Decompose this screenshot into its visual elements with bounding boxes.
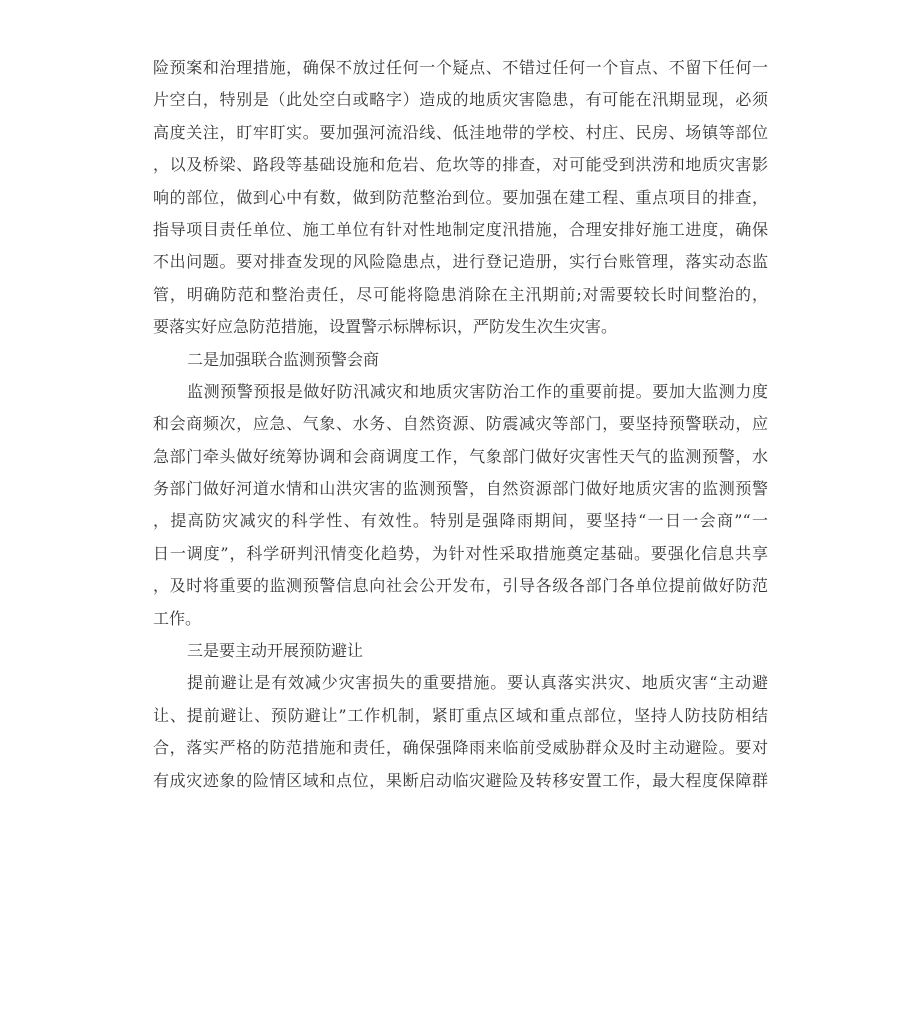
section-heading-2: [153, 344, 768, 376]
body-line: 工作。: [153, 608, 202, 628]
body-line: 高度关注，盯牢盯实。要加强河流沿线、低洼地带的学校、村庄、民房、场镇等部位: [153, 122, 768, 142]
body-line: 不出问题。要对排查发现的风险隐患点，进行登记造册，实行台账管理，落实动态监: [153, 252, 768, 272]
body-line: ，及时将重要的监测预警信息向社会公开发布，引导各级各部门各单位提前做好防范: [153, 576, 768, 596]
body-line: 响的部位，做到心中有数，做到防范整治到位。要加强在建工程、重点项目的排查，: [153, 187, 768, 207]
body-line: 要落实好应急防范措施，设置警示标牌标识，严防发生次生灾害。: [153, 317, 618, 337]
paragraph-2: [153, 376, 768, 635]
body-line: 险预案和治理措施，确保不放过任何一个疑点、不错过任何一个盲点、不留下任何一: [153, 58, 768, 77]
body-line: 让、提前避让、预防避让”工作机制，紧盯重点区域和重点部位，坚持人防技防相结: [153, 705, 768, 725]
paragraph-3: [153, 667, 768, 797]
body-line: 合，落实严格的防范措施和责任，确保强降雨来临前受威胁群众及时主动避险。要对: [153, 738, 768, 758]
body-line: 急部门牵头做好统筹协调和会商调度工作，气象部门做好灾害性天气的监测预警，水: [153, 446, 768, 466]
body-line: 提前避让是有效减少灾害损失的重要措施。要认真落实洪灾、地质灾害“主动避: [187, 673, 768, 693]
body-line: 日一调度”，科学研判汛情变化趋势，为针对性采取措施奠定基础。要强化信息共享: [153, 543, 768, 563]
document-page: [153, 52, 768, 797]
paragraph-1: [153, 52, 768, 344]
body-line: ，提高防灾减灾的科学性、有效性。特别是强降雨期间，要坚持“一日一会商”“一: [153, 511, 768, 531]
heading-text: 三是要主动开展预防避让: [187, 641, 364, 661]
body-line: 务部门做好河道水情和山洪灾害的监测预警，自然资源部门做好地质灾害的监测预警: [153, 479, 768, 499]
body-line: 指导项目责任单位、施工单位有针对性地制定度汛措施，合理安排好施工进度，确保: [153, 219, 768, 239]
body-line: 和会商频次，应急、气象、水务、自然资源、防震减灾等部门，要坚持预警联动，应: [153, 414, 768, 434]
body-line: 监测预警预报是做好防汛减灾和地质灾害防治工作的重要前提。要加大监测力度: [187, 381, 768, 401]
body-line: 管，明确防范和整治责任，尽可能将隐患消除在主汛期前;对需要较长时间整治的，: [153, 284, 768, 304]
body-line: 片空白，特别是（此处空白或略字）造成的地质灾害隐患，有可能在汛期显现，必须: [153, 90, 768, 110]
body-line: ，以及桥梁、路段等基础设施和危岩、危坎等的排查，对可能受到洪涝和地质灾害影: [153, 155, 768, 175]
section-heading-3: [153, 635, 768, 667]
heading-text: 二是加强联合监测预警会商: [187, 349, 380, 369]
body-line: 有成灾迹象的险情区域和点位，果断启动临灾避险及转移安置工作，最大程度保障群: [153, 770, 768, 790]
